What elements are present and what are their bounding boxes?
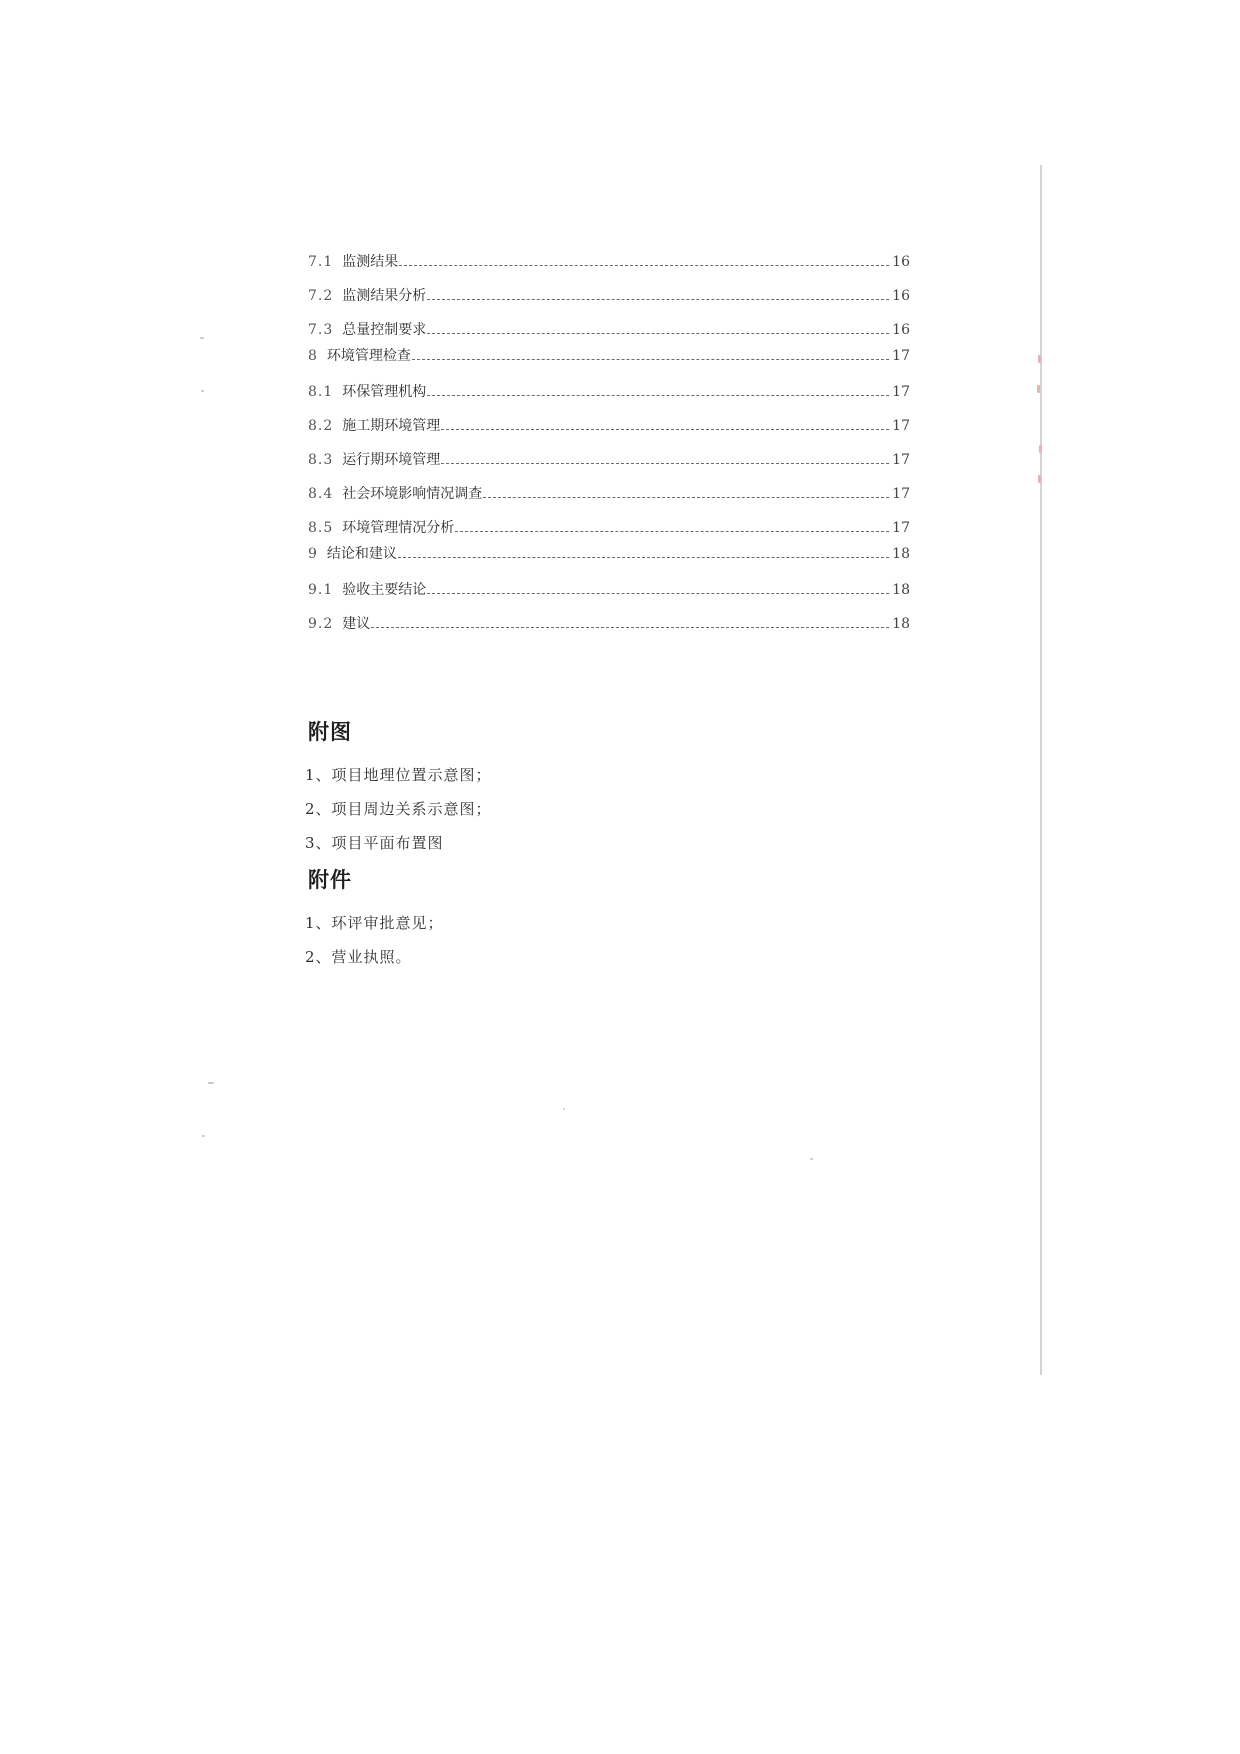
toc-entry-title: 环境管理情况分析 [342, 520, 455, 536]
attachment-item: 1、环评审批意见； [305, 914, 444, 932]
toc-leader [483, 497, 889, 498]
toc-entry-title: 验收主要结论 [342, 582, 427, 598]
toc-entry-number: 8.1 [308, 384, 334, 400]
toc-entry-number: 8.5 [308, 520, 334, 536]
scan-edge-line [1040, 165, 1042, 1375]
stamp-mark [1037, 385, 1040, 393]
toc-entry[interactable] [308, 539, 910, 563]
toc-leader [441, 463, 889, 464]
toc-entry[interactable] [308, 281, 910, 305]
toc-entry-number: 8.2 [308, 418, 334, 434]
toc-entry-number: 9 [308, 546, 318, 562]
toc-entry-title: 建议 [342, 616, 371, 632]
toc-entry-title: 施工期环境管理 [342, 418, 441, 434]
toc-entry-number: 9.2 [308, 616, 334, 632]
toc-leader [412, 359, 889, 360]
toc-leader [455, 531, 889, 532]
toc-entry[interactable] [308, 377, 910, 401]
toc-leader [427, 395, 889, 396]
toc-leader [398, 557, 889, 558]
toc-entry[interactable] [308, 575, 910, 599]
toc-leader [441, 429, 889, 430]
toc-entry-page: 16 [892, 254, 910, 270]
toc-entry-page: 18 [892, 546, 910, 562]
toc-entry-number: 7.2 [308, 288, 334, 304]
toc-entry-page: 16 [892, 322, 910, 338]
toc-leader [427, 299, 889, 300]
toc-entry-page: 17 [892, 348, 910, 364]
toc-leader [371, 627, 889, 628]
scan-speck [201, 390, 204, 392]
toc-entry[interactable] [308, 411, 910, 435]
toc-entry[interactable] [308, 315, 910, 339]
toc-entry-number: 8 [308, 348, 318, 364]
toc-entry-title: 总量控制要求 [342, 322, 427, 338]
scan-speck [202, 1135, 205, 1137]
figures-heading: 附图 [308, 719, 352, 744]
toc-entry-page: 18 [892, 582, 910, 598]
scan-speck [563, 1108, 565, 1110]
attachment-item: 2、营业执照。 [305, 948, 412, 966]
toc-entry-title: 环境管理检查 [326, 348, 411, 364]
toc-entry-title: 运行期环境管理 [342, 452, 441, 468]
scan-speck [810, 1158, 813, 1160]
stamp-mark [1038, 355, 1041, 363]
toc-entry-number: 7.1 [308, 254, 334, 270]
toc-entry-title: 结论和建议 [326, 546, 397, 562]
toc-entry-page: 18 [892, 616, 910, 632]
toc-entry-page: 16 [892, 288, 910, 304]
toc-leader [399, 265, 889, 266]
toc-entry[interactable] [308, 341, 910, 365]
toc-entry-number: 7.3 [308, 322, 334, 338]
toc-entry-title: 监测结果 [342, 254, 399, 270]
toc-leader [427, 593, 889, 594]
toc-entry[interactable] [308, 513, 910, 537]
attachments-heading: 附件 [308, 867, 352, 892]
toc-entry-number: 8.3 [308, 452, 334, 468]
stamp-mark [1038, 475, 1041, 483]
figure-item: 2、项目周边关系示意图； [305, 800, 492, 818]
toc-entry[interactable] [308, 609, 910, 633]
toc-entry-page: 17 [892, 384, 910, 400]
toc-entry-page: 17 [892, 452, 910, 468]
stamp-mark [1039, 445, 1042, 453]
toc-entry-title: 监测结果分析 [342, 288, 427, 304]
toc-entry[interactable] [308, 247, 910, 271]
toc-entry-title: 环保管理机构 [342, 384, 427, 400]
figure-item: 1、项目地理位置示意图； [305, 766, 492, 784]
toc-leader [427, 333, 889, 334]
figure-item: 3、项目平面布置图 [305, 834, 444, 852]
toc-entry-page: 17 [892, 520, 910, 536]
toc-entry[interactable] [308, 479, 910, 503]
toc-entry[interactable] [308, 445, 910, 469]
scan-speck [208, 1082, 214, 1084]
toc-entry-page: 17 [892, 418, 910, 434]
toc-entry-number: 8.4 [308, 486, 334, 502]
scan-speck [200, 337, 204, 339]
toc-entry-page: 17 [892, 486, 910, 502]
toc-entry-title: 社会环境影响情况调查 [342, 486, 483, 502]
toc-entry-number: 9.1 [308, 582, 334, 598]
